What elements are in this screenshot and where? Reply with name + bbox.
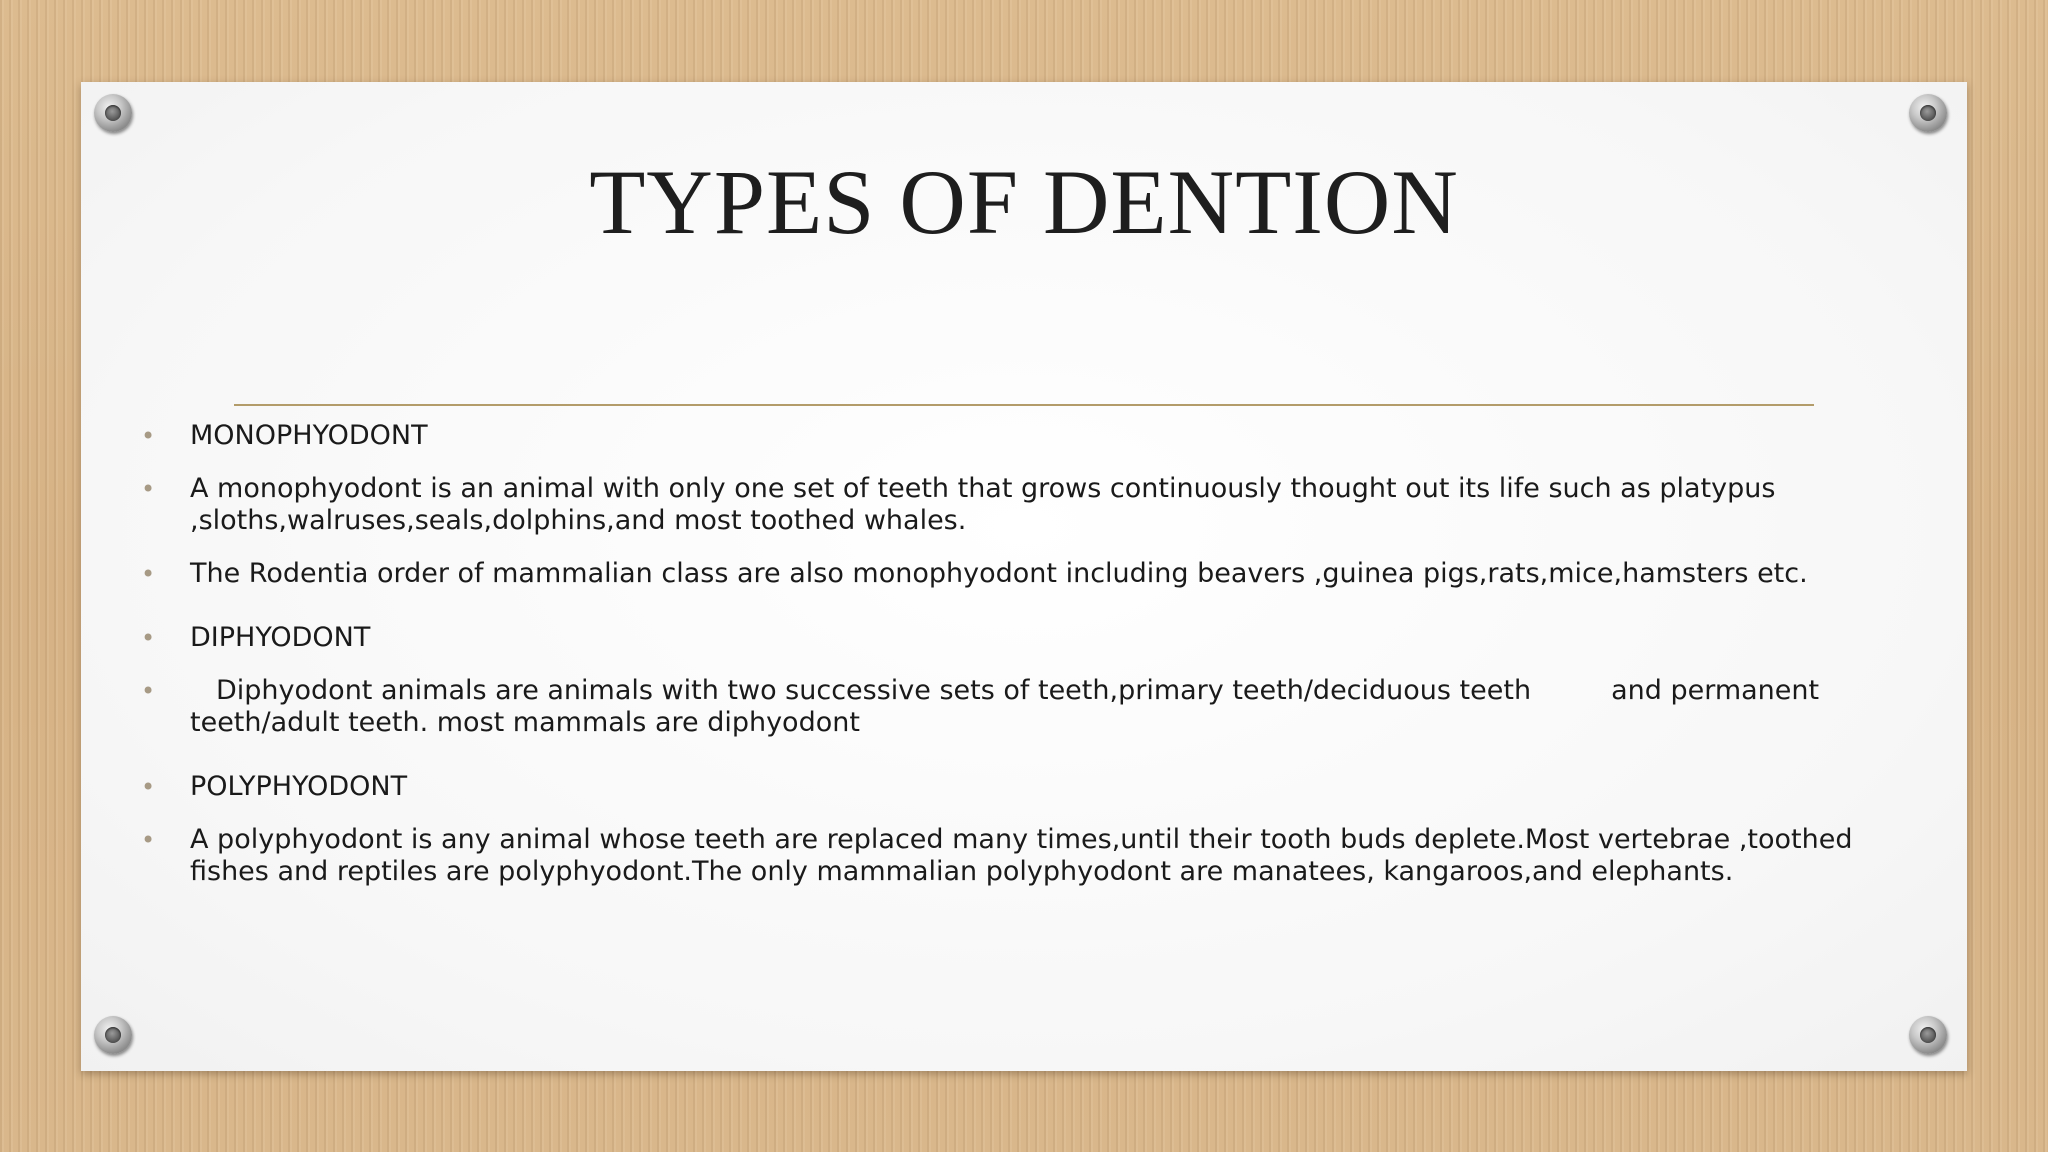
list-item (141, 473, 1931, 537)
pin-icon (94, 94, 132, 132)
bullet-list (141, 420, 1931, 909)
list-item (141, 420, 1931, 452)
pin-icon (94, 1016, 132, 1054)
heading-monophyodont: MONOPHYODONT (190, 420, 428, 451)
bullet-icon: • (141, 773, 156, 801)
list-item (141, 771, 1931, 803)
pin-icon (1909, 1016, 1947, 1054)
list-item-text: The Rodentia order of mammalian class are also monophyodont including beavers ,guinea pigs,rats,mice,hamsters etc. (190, 558, 1808, 589)
bullet-icon: • (141, 624, 156, 652)
bullet-icon: • (141, 475, 156, 503)
heading-diphyodont: DIPHYODONT (190, 622, 371, 653)
list-item-text: A monophyodont is an animal with only one set of teeth that grows continuously thought out its life such as platypus ,sloths,walruses,seals,dolphins,and most toothed whales. (190, 473, 1776, 536)
list-item (141, 824, 1931, 888)
slide-title: TYPES OF DENTION (589, 151, 1459, 253)
bullet-icon: • (141, 677, 156, 705)
slide (81, 82, 1967, 1071)
list-item-text: and permanent teeth/adult teeth. most mammals are diphyodont (190, 675, 1820, 738)
list-item-text: A polyphyodont is any animal whose teeth are replaced many times,until their tooth buds deplete.Most vertebrae ,toothed fishes and reptiles are polyphyodont.The only mammalian polyphyodont are manatees, kangaroos,and elephants. (190, 824, 1853, 887)
bullet-icon: • (141, 560, 156, 588)
list-item (141, 675, 1931, 739)
heading-polyphyodont: POLYPHYODONT (190, 771, 408, 802)
title-divider (234, 404, 1814, 406)
list-item (141, 558, 1931, 590)
bullet-icon: • (141, 422, 156, 450)
pin-icon (1909, 94, 1947, 132)
list-item-text: Diphyodont animals are animals with two successive sets of teeth,primary teeth/deciduous teeth (216, 675, 1532, 706)
list-item (141, 622, 1931, 654)
bullet-icon: • (141, 826, 156, 854)
